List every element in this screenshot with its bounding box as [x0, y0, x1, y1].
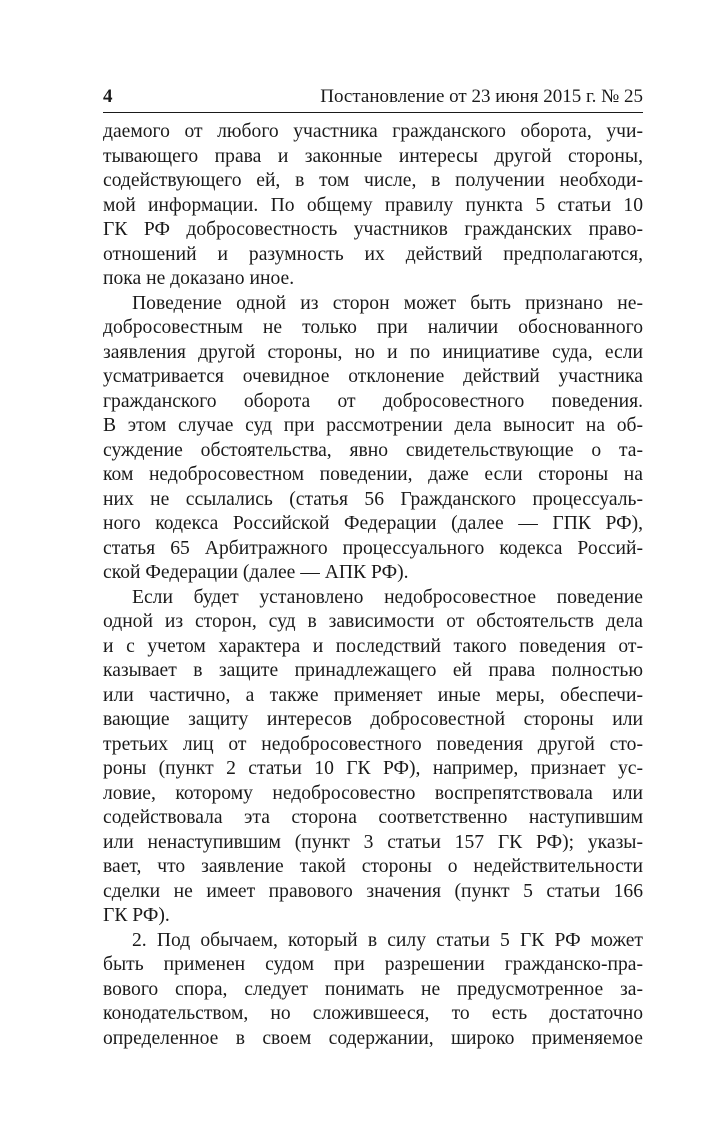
text-line: тывающего права и законные интересы другой стороны, [103, 145, 643, 167]
text-line: сделки не имеет правового значения (пункт 5 статьи 166 [103, 880, 643, 902]
text-line: вает, что заявление такой стороны о недействительности [103, 856, 643, 877]
paragraph-custom-definition [103, 929, 643, 1052]
text-line: мой информации. По общему правилу пункта 5 статьи 10 [103, 194, 643, 216]
body-text [103, 120, 643, 1051]
text-line: статья 65 Арбитражного процессуального кодекса Россий- [103, 537, 643, 559]
text-line: ГК РФ). [103, 905, 170, 926]
text-line: или ненаступившим (пункт 3 статьи 157 ГК РФ); указы- [103, 831, 643, 853]
text-line: В этом случае суд при рассмотрении дела выносит на об- [103, 415, 643, 436]
text-line: содействующего ей, в том числе, в получении необходи- [103, 170, 643, 191]
text-line: них не ссылались (статья 56 Гражданского процессуаль- [103, 488, 643, 510]
paragraph-consequences [103, 586, 643, 929]
text-line: пока не доказано иное. [103, 268, 295, 289]
text-line: заявления другой стороны, но и по инициативе суда, если [103, 341, 643, 363]
text-line: ской Федерации (далее — АПК РФ). [103, 562, 409, 583]
text-line: суждение обстоятельства, явно свидетельствующие о та- [103, 439, 643, 461]
text-line: ГК РФ добросовестность участников гражданских право- [103, 219, 643, 240]
text-line: быть применен судом при разрешении гражданско-пра- [103, 954, 643, 975]
paragraph-continuation [103, 120, 643, 292]
paragraph-bad-faith-conduct [103, 292, 643, 586]
text-line: роны (пункт 2 статьи 10 ГК РФ), например, признает ус- [103, 758, 643, 779]
text-line: казывает в защите принадлежащего ей права полностью [103, 660, 643, 681]
text-line: конодательством, но сложившееся, то есть достаточно [103, 1003, 643, 1024]
text-line: усматривается очевидное отклонение действий участника [103, 366, 643, 387]
running-title: Постановление от 23 июня 2015 г. № 25 [320, 86, 643, 107]
text-line: гражданского оборота от добросовестного поведения. [103, 390, 643, 412]
text-line: Если будет установлено недобросовестное поведение [132, 586, 643, 608]
page-header [103, 86, 643, 113]
text-line: отношений и разумность их действий предполагаются, [103, 243, 643, 265]
text-line: содействовала эта сторона соответственно наступившим [103, 807, 643, 828]
text-line: и с учетом характера и последствий такого поведения от- [103, 635, 643, 657]
text-line: Поведение одной из сторон может быть признано не- [132, 292, 643, 314]
page-number: 4 [103, 86, 113, 107]
text-line: или частично, а также применяет иные меры, обеспечи- [103, 684, 643, 706]
text-line: ного кодекса Российской Федерации (далее — ГПК РФ), [103, 513, 643, 534]
text-line: одной из сторон, суд в зависимости от обстоятельств дела [103, 611, 643, 632]
text-line: ловие, которому недобросовестно воспрепятствовала или [103, 782, 643, 804]
text-line: даемого от любого участника гражданского оборота, учи- [103, 121, 643, 142]
text-line: вового спора, следует понимать не предусмотренное за- [103, 978, 643, 1000]
text-line: определенное в своем содержании, широко применяемое [103, 1027, 643, 1049]
text-line: 2. Под обычаем, который в силу статьи 5 ГК РФ может [132, 929, 643, 951]
text-line: добросовестным не только при наличии обоснованного [103, 317, 643, 338]
text-line: ком недобросовестном поведении, даже если стороны на [103, 464, 643, 485]
text-line: вающие защиту интересов добросовестной стороны или [103, 709, 643, 730]
text-line: третьих лиц от недобросовестного поведения другой сто- [103, 733, 643, 755]
